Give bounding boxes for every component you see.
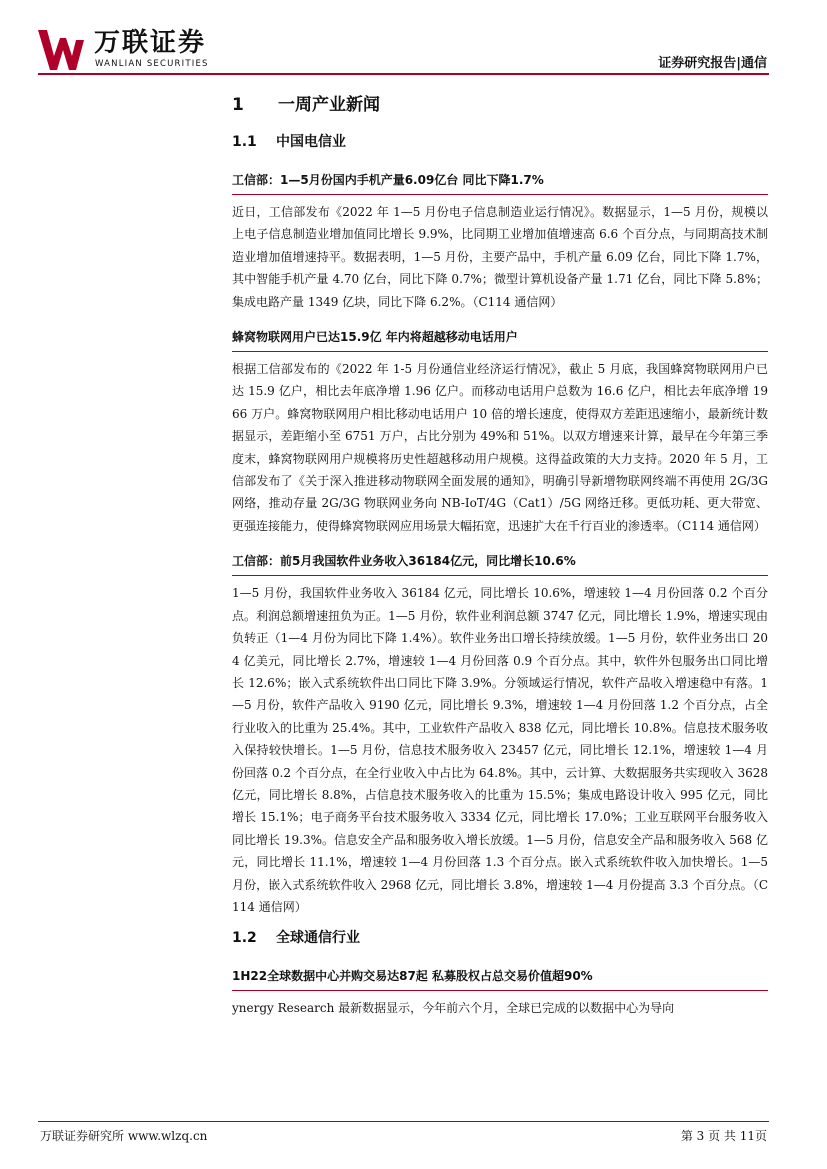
news-divider — [232, 194, 768, 195]
news-title: 1H22全球数据中心并购交易达87起 私募股权占总交易价值超90% — [232, 969, 593, 984]
subsection-heading — [232, 128, 768, 156]
report-tag: 证券研究报告|通信 — [658, 56, 767, 71]
news-body: 近日，工信部发布《2022 年 1—5 月份电子信息制造业运行情况》。数据显示，1—5 月份，规模以上电子信息制造业增加值同比增长 9.9%，比同期工业增加值增速高 6.6 个百分点，与同期高技术制造业增加值增速持平。数据表明，1—5 月份，主要产品中，手机产量 6.09 亿台，同比下降 1.7%，其中智能手机产量 4.70 亿台，同比下降 0.7%；微型计算机设备产量 1.71 亿台，同比下降 5.8%；集成电路产量 1349 亿块，同比下降 6.2%。（C114 通信网） — [232, 205, 768, 309]
news-title: 工信部：前5月我国软件业务收入36184亿元，同比增长10.6% — [232, 554, 576, 569]
section-number: 1 — [232, 95, 244, 115]
subsection-number: 1.1 — [232, 134, 257, 150]
subsection-number: 1.2 — [232, 930, 257, 947]
header-divider — [38, 73, 769, 75]
news-body: 根据工信部发布的《2022 年 1-5 月份通信业经济运行情况》，截止 5 月底，我国蜂窝物联网用户已达 15.9 亿户，相比去年底净增 1.96 亿户。而移动电话用户总数为 16.6 亿户，相比去年底净增 1966 万户。蜂窝物联网用户相比移动电话用户 10 倍的增长速度，使得双方差距迅速缩小，最新统计数据显示，差距缩小至 6751 万户，占比分别为 49%和 51%。以双方增速来计算，最早在今年第三季度末，蜂窝物联网用户规模将历史性超越移动用户规模。这得益政策的大力支持。2020 年 5 月，工信部发布了《关于深入推进移动物联网全面发展的通知》，明确引导新增物联网终端不再使用 2G/3G 网络，推动存量 2G/3G 物联网业务向 NB-IoT/4G（Cat1）/5G 网络迁移。更低功耗、更大带宽、更强连接能力，使得蜂窝物联网应用场景大幅拓宽，迅速扩大在千行百业的渗透率。（C114 通信网） — [232, 362, 768, 533]
page-number: 第 3 页 共 11页 — [680, 1129, 767, 1143]
news-title: 蜂窝物联网用户已达15.9亿 年内将超越移动电话用户 — [232, 330, 518, 345]
footer-divider — [38, 1121, 769, 1122]
news-body: ynergy Research 最新数据显示，今年前六个月，全球已完成的以数据中心为导向 — [232, 1001, 675, 1016]
footer-source: 万联证券研究所 www.wlzq.cn — [40, 1129, 208, 1143]
logo-text-en: WANLIAN SECURITIES — [95, 59, 209, 69]
subsection-title: 中国电信业 — [276, 134, 346, 150]
page-header — [0, 0, 827, 80]
news-divider — [232, 351, 768, 352]
news-body: 1—5 月份，我国软件业务收入 36184 亿元，同比增长 10.6%，增速较 1—4 月份回落 0.2 个百分点。利润总额增速扭负为正。1—5 月份，软件业利润总额 3747 亿元，同比增长 1.9%，增速实现由负转正（1—4 月份为同比下降 1.4%）。软件业务出口增长持续放缓。1—5 月份，软件业务出口 204 亿美元，同比增长 2.7%，增速较 1—4 月份回落 0.9 个百分点。其中，软件外包服务出口同比增长 12.6%；嵌入式系统软件出口同比下降 3.9%。分领域运行情况，软件产品收入增速稳中有落。1—5 月份，软件产品收入 9190 亿元，同比增长 9.3%，增速较 1—4 月份回落 1.2 个百分点，占全行业收入的比重为 25.4%。其中，工业软件产品收入 838 亿元，同比增长 10.8%。信息技术服务收入保持较快增长。1—5 月份，信息技术服务收入 23457 亿元，同比增长 12.1%，增速较 1—4 月份回落 0.2 个百分点，在全行业收入中占比为 64.8%。其中，云计算、大数据服务共实现收入 3628 亿元，同比增长 8.8%，占信息技术服务收入的比重为 15.5%；集成电路设计收入 995 亿元，同比增长 15.1%；电子商务平台技术服务收入 3334 亿元，同比增长 17.0%；工业互联网平台服务收入同比增长 19.3%。信息安全产品和服务收入增长放缓。1—5 月份，信息安全产品和服务收入 568 亿元，同比增长 11.1%，增速较 1—4 月份回落 1.3 个百分点。嵌入式系统软件收入加快增长。1—5 月份，嵌入式系统软件收入 2968 亿元，同比增长 3.8%，增速较 1—4 月份提高 3.3 个百分点。（C114 通信网） — [232, 586, 768, 914]
logo-mark-icon — [38, 30, 84, 70]
section-heading — [232, 88, 768, 122]
news-divider — [232, 575, 768, 576]
logo-text-cn: 万联证券 — [94, 28, 207, 58]
news-title: 工信部：1—5月份国内手机产量6.09亿台 同比下降1.7% — [232, 173, 544, 187]
news-divider — [232, 990, 768, 991]
subsection-title: 全球通信行业 — [276, 930, 360, 947]
section-title: 一周产业新闻 — [278, 95, 380, 115]
company-logo — [38, 28, 278, 72]
subsection-heading — [232, 924, 768, 952]
page-content — [232, 88, 768, 1020]
